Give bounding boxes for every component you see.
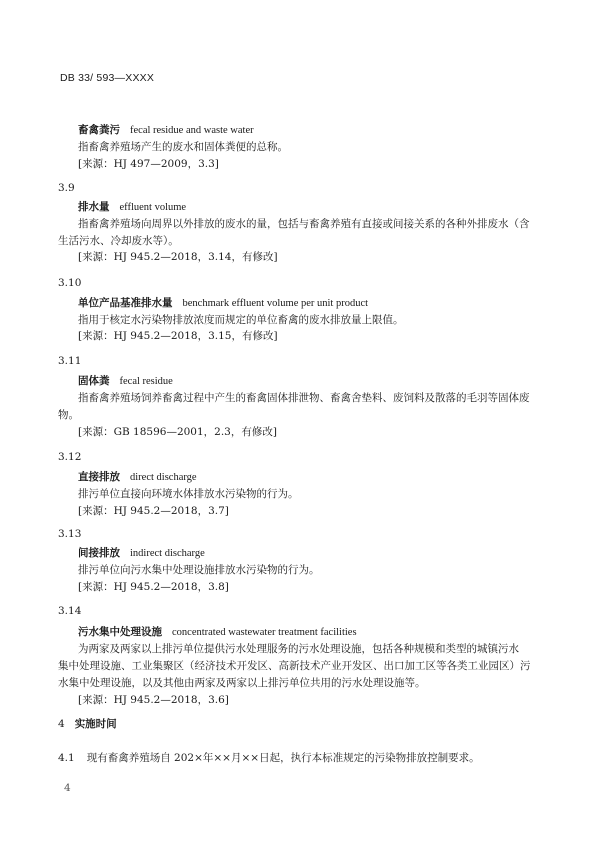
term-en: concentrated wastewater treatment facilities	[172, 627, 357, 638]
standard-number-header: DB 33/ 593—XXXX	[60, 72, 155, 84]
term-definition: 指用于核定水污染物排放浓度而规定的单位畜禽的废水排放量上限值。	[78, 314, 404, 326]
section-title: 实施时间	[74, 718, 117, 730]
term-source: [来源：HJ 945.2—2018，3.14，有修改]	[78, 251, 278, 263]
term-zh: 排水量	[78, 201, 110, 213]
term-zh: 单位产品基准排水量	[78, 297, 173, 309]
clause-text: 现有畜禽养殖场自 202×年××月××日起，执行本标准规定的污染物排放控制要求。	[86, 752, 480, 764]
term-source: [来源：GB 18596—2001，2.3，有修改]	[78, 426, 277, 438]
term-definition-line: 指畜禽养殖场向周界以外排放的废水的量，包括与畜禽养殖有直接或间接关系的各种外排废水（含	[78, 218, 530, 230]
term-definition-line: 指畜禽养殖场饲养畜禽过程中产生的畜禽固体排泄物、畜禽舍垫料、废饲料及散落的毛羽等固体废	[78, 392, 530, 404]
term-source: [来源：HJ 945.2—2018，3.7]	[78, 505, 229, 517]
term-definition-line: 集中处理设施、工业集聚区（经济技术开发区、高新技术产业开发区、出口加工区等各类工业园区）污	[58, 660, 531, 672]
term-heading	[78, 626, 357, 640]
term-en: fecal residue	[119, 376, 173, 387]
term-definition: 排污单位直接向环境水体排放水污染物的行为。	[78, 488, 299, 500]
term-definition: 指畜禽养殖场产生的废水和固体粪便的总称。	[78, 141, 288, 153]
term-en: indirect discharge	[130, 548, 205, 559]
term-definition-line: 物。	[58, 409, 79, 421]
term-source: [来源：HJ 945.2—2018，3.15，有修改]	[78, 330, 278, 342]
term-en: fecal residue and waste water	[130, 125, 254, 136]
term-zh: 污水集中处理设施	[78, 626, 162, 638]
term-definition-line: 水集中处理设施，以及其他由两家及两家以上排污单位共用的污水处理设施等。	[58, 677, 426, 689]
term-en: effluent volume	[119, 202, 187, 213]
clause-number: 3.11	[58, 355, 82, 367]
term-definition-line: 为两家及两家以上排污单位提供污水处理服务的污水处理设施，包括各种规模和类型的城镇污水	[78, 643, 519, 655]
clause-number: 3.14	[58, 605, 82, 617]
term-zh: 直接排放	[78, 471, 120, 483]
term-definition-line: 生活污水、冷却废水等）。	[58, 235, 179, 247]
clause-4-1	[58, 752, 480, 766]
term-heading	[78, 297, 368, 311]
section-number: 4	[58, 718, 65, 730]
term-heading	[78, 547, 205, 561]
term-heading	[78, 201, 186, 215]
term-source: [来源：HJ 945.2—2018，3.8]	[78, 581, 229, 593]
term-definition: 排污单位向污水集中处理设施排放水污染物的行为。	[78, 564, 320, 576]
clause-number: 3.10	[58, 277, 82, 289]
clause-number: 3.13	[58, 528, 82, 540]
term-heading	[78, 375, 173, 389]
term-en: direct discharge	[130, 472, 197, 483]
term-zh: 畜禽粪污	[78, 124, 120, 136]
clause-number: 4.1	[58, 752, 75, 764]
clause-number: 3.12	[58, 451, 82, 463]
term-heading	[78, 471, 197, 485]
term-zh: 间接排放	[78, 547, 120, 559]
term-source: [来源：HJ 497—2009，3.3]	[78, 158, 219, 170]
term-en: benchmark effluent volume per unit product	[182, 298, 369, 309]
term-heading	[78, 124, 254, 138]
section-heading	[58, 718, 117, 732]
clause-number: 3.9	[58, 182, 75, 194]
page-number: 4	[64, 782, 71, 794]
term-zh: 固体粪	[78, 375, 110, 387]
term-source: [来源：HJ 945.2—2018，3.6]	[78, 694, 229, 706]
